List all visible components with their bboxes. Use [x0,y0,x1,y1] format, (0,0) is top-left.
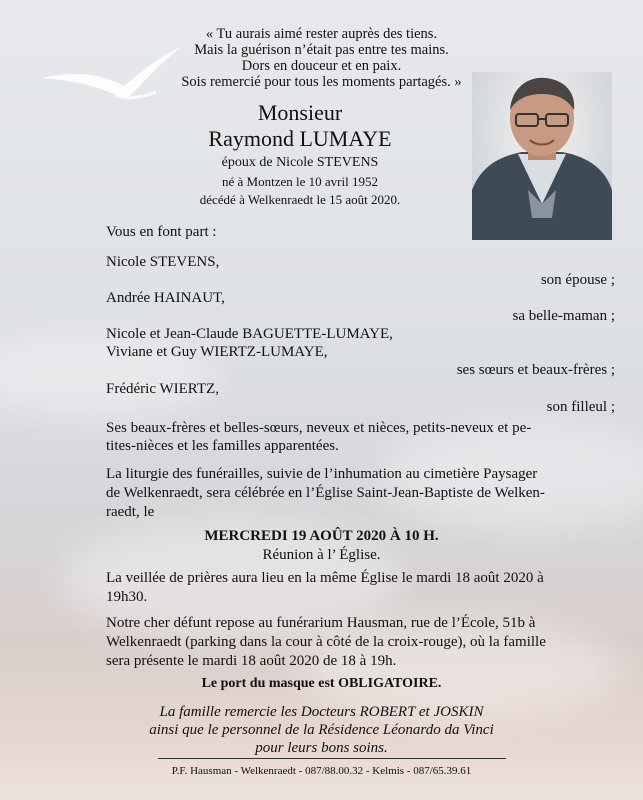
liturgy-line: de Welkenraedt, sera célébrée en l’Église Saint-Jean-Baptiste de Welken- [106,485,545,501]
poem-line: Dors en douceur et en paix. [241,58,402,74]
deceased-name: Raymond LUMAYE [208,126,392,151]
poem-line: « Tu aurais aimé rester auprès des tiens. [205,26,438,42]
liturgy-line: La liturgie des funérailles, suivie de l’inhumation au cimetière Paysager [106,466,538,482]
deceased-born: né à Montzen le 10 avril 1952 [222,174,378,189]
deceased-died: décédé à Welkenraedt le 15 août 2020. [199,192,401,207]
divider [158,758,506,759]
funeral-date: MERCREDI 19 AOÛT 2020 À 10 H. [204,528,439,544]
relatives-line: tites-nièces et les familles apparentées. [106,438,339,454]
family-name: Frédéric WIERTZ, [106,381,219,397]
funerarium-line: Welkenraedt (parking dans la cour à côté de la croix-rouge), où la famille [106,634,546,650]
family-name: Andrée HAINAUT, [106,290,225,306]
family-name: Viviane et Guy WIERTZ-LUMAYE, [106,344,328,360]
family-relation: son filleul ; [546,399,615,415]
liturgy-line: raedt, le [106,504,155,520]
family-name: Nicole STEVENS, [106,254,220,270]
family-relation: son épouse ; [540,272,615,288]
family-name: Nicole et Jean-Claude BAGUETTE-LUMAYE, [106,326,393,342]
deceased-title: Monsieur [257,100,343,125]
funerarium-line: sera présente le mardi 18 août 2020 de 18 à 19h. [106,653,397,669]
relatives-line: Ses beaux-frères et belles-sœurs, neveux et nièces, petits-neveux et pe- [106,420,532,436]
thanks-line: pour leurs bons soins. [255,740,388,756]
vigil-line: La veillée de prières aura lieu en la même Église le mardi 18 août 2020 à [106,570,544,586]
intro-text: Vous en font part : [106,224,217,240]
footer-contact: P.F. Hausman - Welkenraedt - 087/88.00.32 - Kelmis - 087/65.39.61 [171,765,472,777]
portrait-photo [472,72,612,240]
vigil-line: 19h30. [106,589,148,605]
poem-line: Mais la guérison n’était pas entre tes mains. [194,42,449,58]
meeting-place: Réunion à l’ Église. [262,547,381,563]
thanks-line: ainsi que le personnel de la Résidence Léonardo da Vinci [149,722,494,738]
deceased-spouse: époux de Nicole STEVENS [221,155,379,170]
thanks-line: La famille remercie les Docteurs ROBERT et JOSKIN [159,704,484,720]
family-relation: sa belle-maman ; [512,308,615,324]
family-relation: ses sœurs et beaux-frères ; [456,362,615,378]
mask-notice: Le port du masque est OBLIGATOIRE. [201,676,442,691]
poem-line: Sois remercié pour tous les moments partagés. » [181,74,462,90]
funerarium-line: Notre cher défunt repose au funérarium Hausman, rue de l’École, 51b à [106,615,536,631]
